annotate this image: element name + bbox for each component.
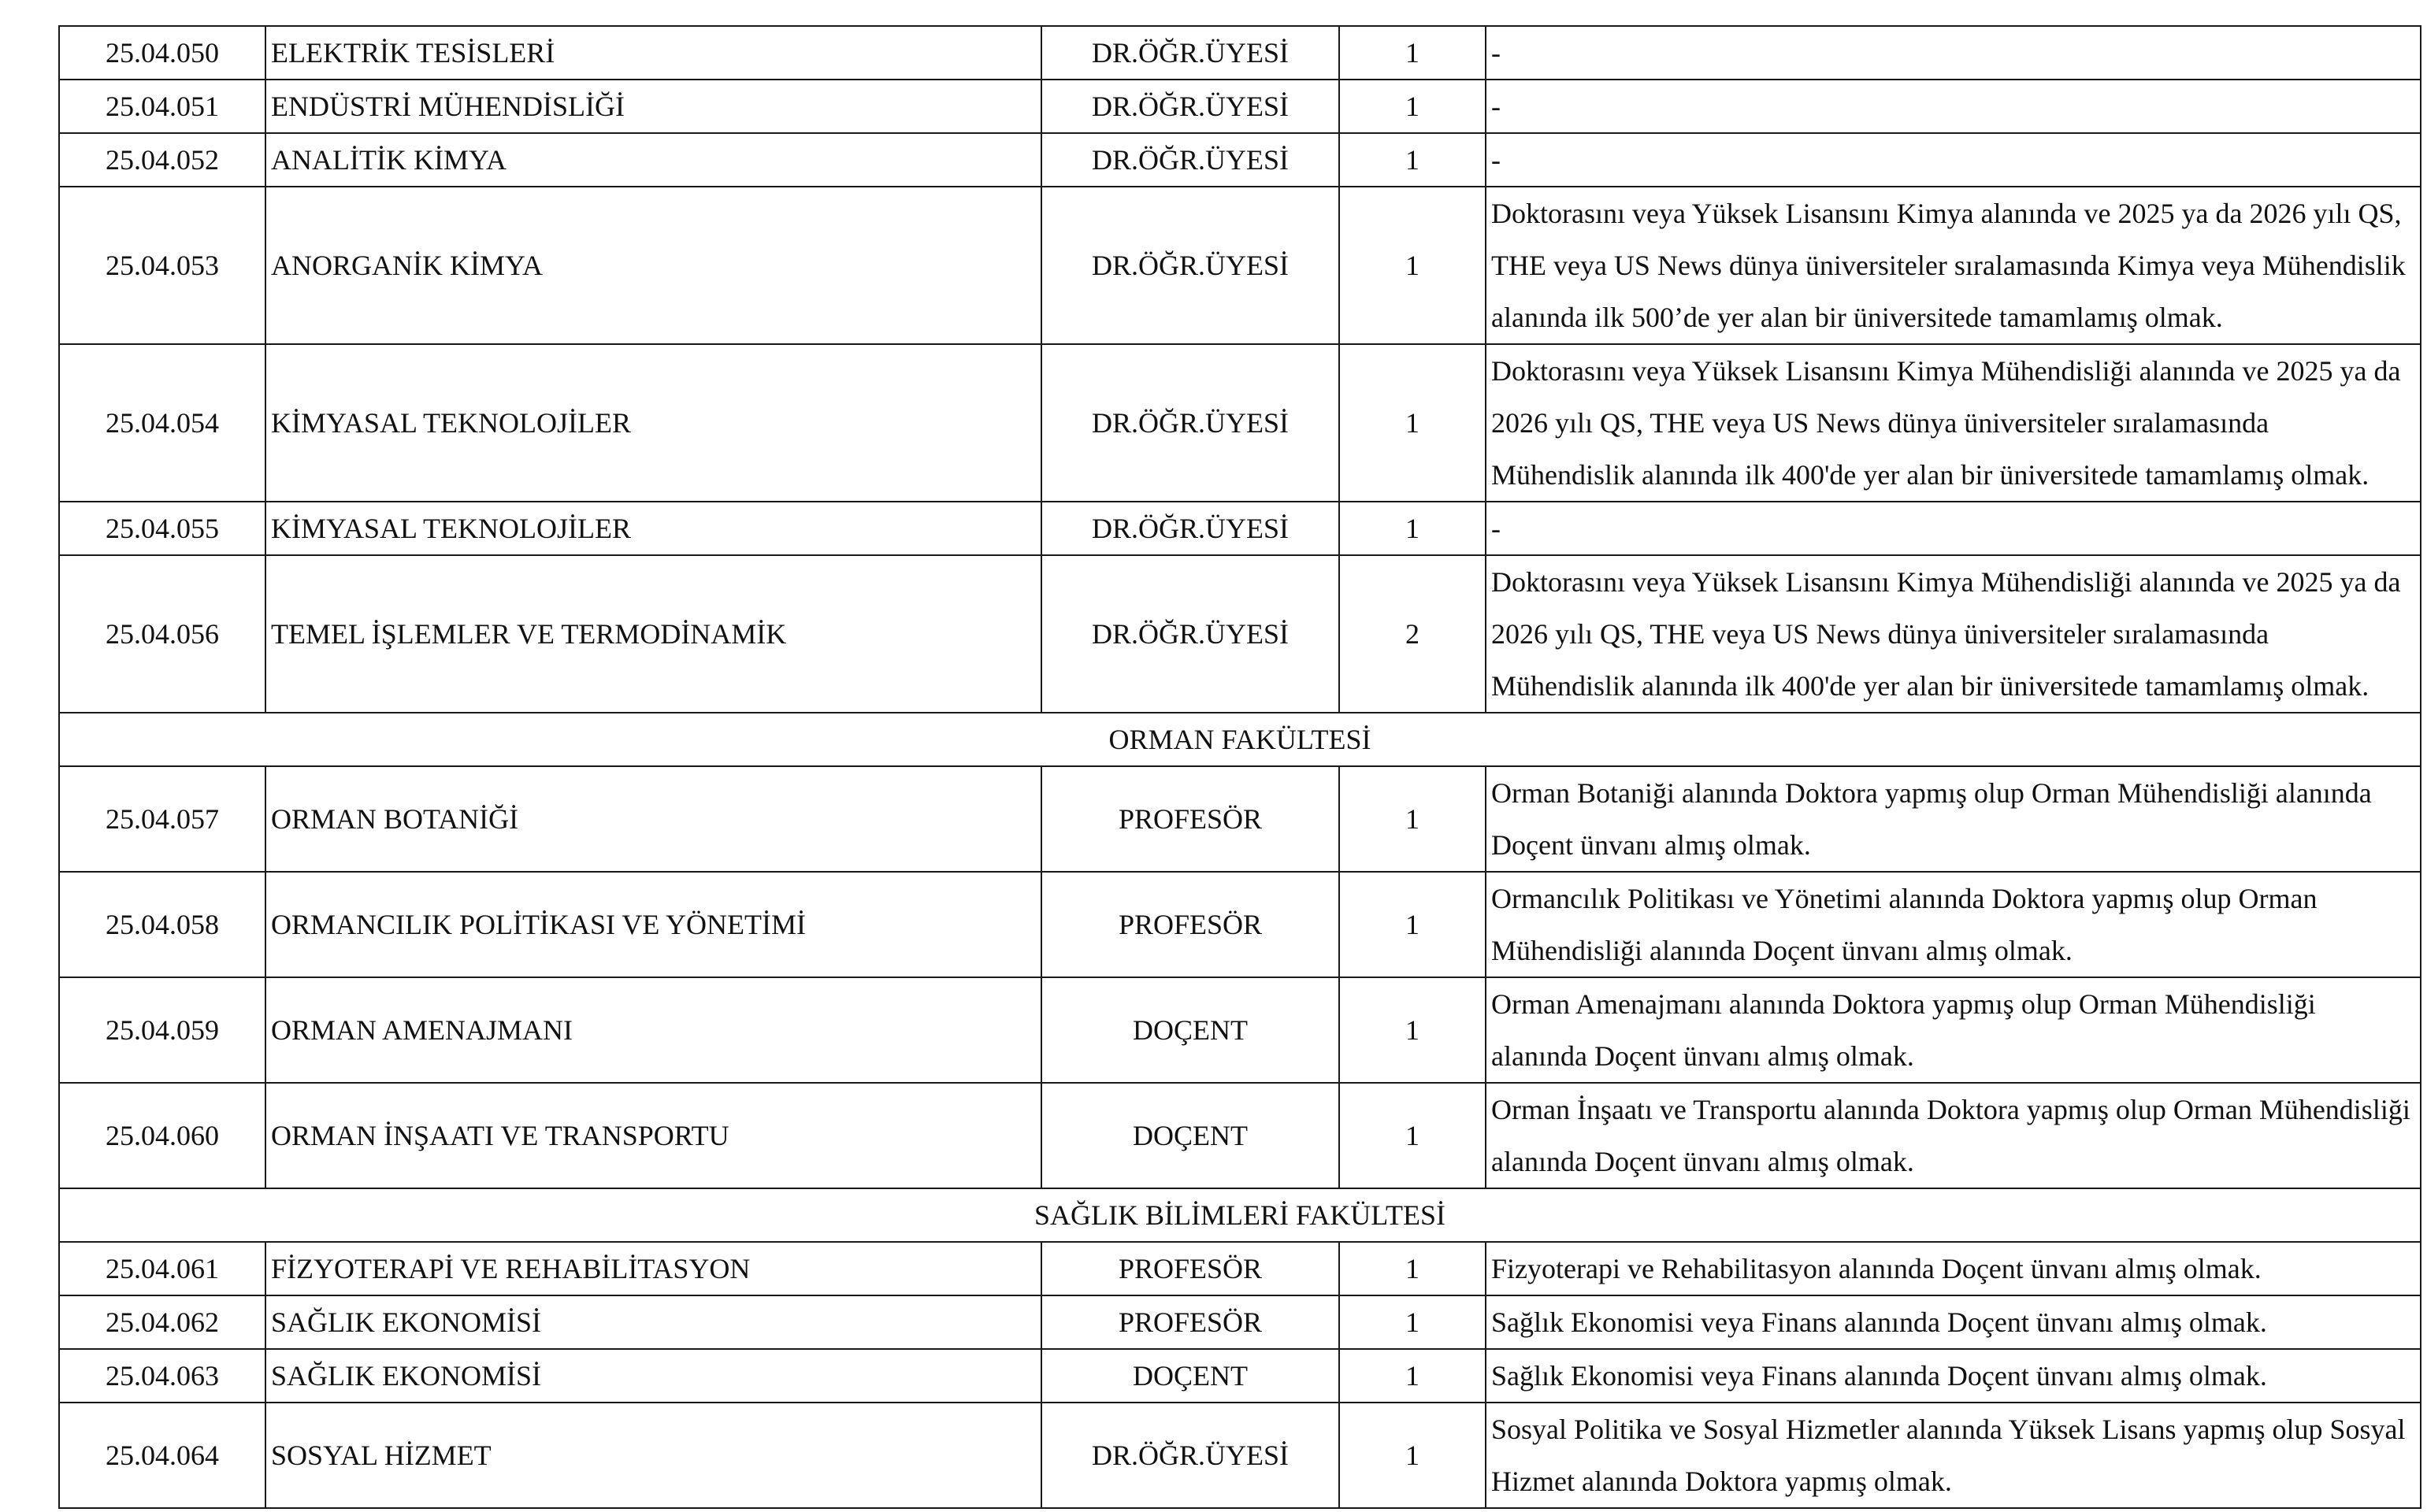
table-row [59,1242,2421,1295]
position-count-cell: 1 [1339,1083,1486,1188]
academic-title-cell: DR.ÖĞR.ÜYESİ [1041,1403,1339,1508]
position-count-cell: 1 [1339,1403,1486,1508]
position-code-cell: 25.04.059 [59,977,265,1083]
position-code-cell: 25.04.051 [59,80,265,133]
requirement-cell: Orman İnşaatı ve Transportu alanında Doktora yapmış olup Orman Mühendisliği alanında Doçent ünvanı almış olmak. [1486,1083,2421,1188]
department-cell: ANALİTİK KİMYA [265,133,1041,187]
table-row [59,187,2421,344]
academic-title-cell: DOÇENT [1041,977,1339,1083]
department-cell: ORMAN AMENAJMANI [265,977,1041,1083]
position-count-cell: 1 [1339,80,1486,133]
department-cell: ORMAN BOTANİĞİ [265,766,1041,872]
requirement-cell: Sosyal Politika ve Sosyal Hizmetler alanında Yüksek Lisans yapmış olup Sosyal Hizmet alanında Doktora yapmış olmak. [1486,1403,2421,1508]
position-count-cell: 1 [1339,977,1486,1083]
table-row [59,133,2421,187]
position-count-cell: 1 [1339,187,1486,344]
requirement-cell: Ormancılık Politikası ve Yönetimi alanında Doktora yapmış olup Orman Mühendisliği alanında Doçent ünvanı almış olmak. [1486,872,2421,977]
requirement-cell: Fizyoterapi ve Rehabilitasyon alanında Doçent ünvanı almış olmak. [1486,1242,2421,1295]
table-row [59,766,2421,872]
requirement-cell: Sağlık Ekonomisi veya Finans alanında Doçent ünvanı almış olmak. [1486,1349,2421,1403]
position-count-cell: 1 [1339,766,1486,872]
academic-title-cell: DOÇENT [1041,1083,1339,1188]
position-count-cell: 1 [1339,133,1486,187]
academic-title-cell: DR.ÖĞR.ÜYESİ [1041,133,1339,187]
positions-table [58,25,2421,1509]
department-cell: SAĞLIK EKONOMİSİ [265,1349,1041,1403]
requirement-cell: - [1486,133,2421,187]
department-cell: ORMAN İNŞAATI VE TRANSPORTU [265,1083,1041,1188]
academic-title-cell: DR.ÖĞR.ÜYESİ [1041,344,1339,502]
academic-title-cell: DR.ÖĞR.ÜYESİ [1041,80,1339,133]
position-count-cell: 1 [1339,1349,1486,1403]
position-code-cell: 25.04.060 [59,1083,265,1188]
faculty-section-title: ORMAN FAKÜLTESİ [59,713,2421,766]
position-code-cell: 25.04.050 [59,26,265,80]
position-count-cell: 1 [1339,872,1486,977]
department-cell: ANORGANİK KİMYA [265,187,1041,344]
table-row [59,1295,2421,1349]
academic-title-cell: PROFESÖR [1041,872,1339,977]
academic-title-cell: PROFESÖR [1041,1242,1339,1295]
section-header-row [59,1188,2421,1242]
position-code-cell: 25.04.055 [59,502,265,555]
department-cell: KİMYASAL TEKNOLOJİLER [265,502,1041,555]
position-code-cell: 25.04.057 [59,766,265,872]
table-row [59,555,2421,713]
position-code-cell: 25.04.064 [59,1403,265,1508]
position-code-cell: 25.04.054 [59,344,265,502]
positions-table-body [59,26,2421,1508]
requirement-cell: - [1486,26,2421,80]
requirement-cell: Doktorasını veya Yüksek Lisansını Kimya Mühendisliği alanında ve 2025 ya da 2026 yılı QS, THE veya US News dünya üniversiteler sıralamasında Mühendislik alanında ilk 400'de yer alan bir üniversitede tamamlamış olmak. [1486,344,2421,502]
department-cell: ORMANCILIK POLİTİKASI VE YÖNETİMİ [265,872,1041,977]
table-row [59,1403,2421,1508]
table-row [59,26,2421,80]
table-row [59,872,2421,977]
position-code-cell: 25.04.052 [59,133,265,187]
position-code-cell: 25.04.058 [59,872,265,977]
academic-title-cell: DR.ÖĞR.ÜYESİ [1041,187,1339,344]
faculty-section-title: SAĞLIK BİLİMLERİ FAKÜLTESİ [59,1188,2421,1242]
academic-title-cell: DR.ÖĞR.ÜYESİ [1041,26,1339,80]
requirement-cell: Doktorasını veya Yüksek Lisansını Kimya alanında ve 2025 ya da 2026 yılı QS, THE veya US News dünya üniversiteler sıralamasında Kimya veya Mühendislik alanında ilk 500’de yer alan bir üniversitede tamamlamış olmak. [1486,187,2421,344]
requirement-cell: Orman Botaniği alanında Doktora yapmış olup Orman Mühendisliği alanında Doçent ünvanı almış olmak. [1486,766,2421,872]
academic-title-cell: PROFESÖR [1041,766,1339,872]
table-row [59,1349,2421,1403]
department-cell: KİMYASAL TEKNOLOJİLER [265,344,1041,502]
department-cell: SAĞLIK EKONOMİSİ [265,1295,1041,1349]
department-cell: SOSYAL HİZMET [265,1403,1041,1508]
requirement-cell: - [1486,502,2421,555]
department-cell: ENDÜSTRİ MÜHENDİSLİĞİ [265,80,1041,133]
position-count-cell: 1 [1339,26,1486,80]
table-row [59,344,2421,502]
position-code-cell: 25.04.053 [59,187,265,344]
academic-title-cell: DOÇENT [1041,1349,1339,1403]
academic-title-cell: PROFESÖR [1041,1295,1339,1349]
position-count-cell: 2 [1339,555,1486,713]
table-row [59,977,2421,1083]
requirement-cell: - [1486,80,2421,133]
academic-title-cell: DR.ÖĞR.ÜYESİ [1041,555,1339,713]
requirement-cell: Sağlık Ekonomisi veya Finans alanında Doçent ünvanı almış olmak. [1486,1295,2421,1349]
table-row [59,502,2421,555]
position-code-cell: 25.04.062 [59,1295,265,1349]
section-header-row [59,713,2421,766]
academic-title-cell: DR.ÖĞR.ÜYESİ [1041,502,1339,555]
position-code-cell: 25.04.061 [59,1242,265,1295]
position-code-cell: 25.04.056 [59,555,265,713]
department-cell: ELEKTRİK TESİSLERİ [265,26,1041,80]
table-row [59,80,2421,133]
position-code-cell: 25.04.063 [59,1349,265,1403]
table-row [59,1083,2421,1188]
position-count-cell: 1 [1339,344,1486,502]
requirement-cell: Orman Amenajmanı alanında Doktora yapmış olup Orman Mühendisliği alanında Doçent ünvanı almış olmak. [1486,977,2421,1083]
position-count-cell: 1 [1339,1295,1486,1349]
department-cell: FİZYOTERAPİ VE REHABİLİTASYON [265,1242,1041,1295]
department-cell: TEMEL İŞLEMLER VE TERMODİNAMİK [265,555,1041,713]
position-count-cell: 1 [1339,1242,1486,1295]
requirement-cell: Doktorasını veya Yüksek Lisansını Kimya Mühendisliği alanında ve 2025 ya da 2026 yılı QS, THE veya US News dünya üniversiteler sıralamasında Mühendislik alanında ilk 400'de yer alan bir üniversitede tamamlamış olmak. [1486,555,2421,713]
position-count-cell: 1 [1339,502,1486,555]
